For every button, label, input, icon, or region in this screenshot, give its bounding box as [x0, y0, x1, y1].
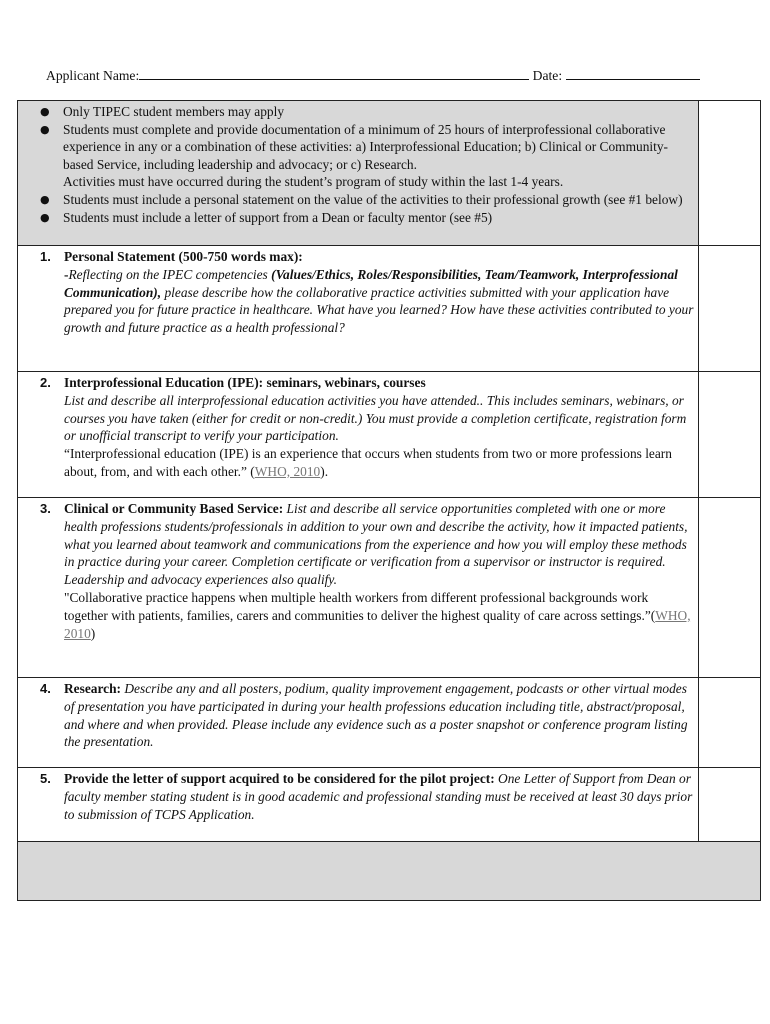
competencies-text: (Values/Ethics, Roles/Responsibilities, Team/Teamwork, Interprofessional Communication), — [64, 266, 678, 300]
requirements-list — [18, 101, 698, 227]
ipe-cell: 2. Interprofessional Education (IPE): seminars, webinars, courses List and describe all interprofessional education activities you have attended.. This includes seminars, webinars, or courses you have taken (either for credit or non-credit.) You must provide a completion certificate, registration form or unofficial transcript to verify your participation. “Interprofessional education (IPE) is an experience that occurs when students from two or more professions learn about, from, and with each other.” (WHO, 2010). — [18, 372, 699, 498]
clinical-service-cell: 3. Clinical or Community Based Service: List and describe all service opportunities completed with one or more health professions students/professionals in addition to your own and describe the activity, how it impacted patients, what you learned about teamwork and communications from the experience and how you will employ these methods in practice during your career. Completion certificate or verification from a supervisor or instructor is required. Leadership and advocacy experiences also qualify. "Collaborative practice happens when multiple health workers from different professional backgrounds work together with patients, families, carers and communities to deliver the highest quality of care across settings.”(WHO, 2010) — [18, 498, 699, 678]
section-description: Describe any and all posters, podium, quality improvement engagement, podcasts or other virtual modes of presentation you have participated in during your health professions education including title, abstract/proposal, and where and when provided. Please include any evidence such as a poster snapshot or conference program listing the presentation. — [64, 681, 688, 750]
section-description: One Letter of Support from Dean or faculty member stating student is in good academic and professional standing must be received at least 30 days prior to submission of TCPS Application. — [64, 771, 693, 822]
section-number: 2. — [40, 375, 51, 390]
applicant-name-label: Applicant Name: — [46, 68, 140, 83]
applicant-header — [46, 66, 700, 84]
section-row-4 — [18, 678, 761, 768]
section-row-5 — [18, 768, 761, 842]
section-text: please describe how the collaborative practice activities submitted with your application have prepared you for future practice in healthcare. What have you learned? How have these activities contributed to your growth and future practice as a health professional? — [64, 284, 694, 336]
section-title: Personal Statement (500-750 words max): — [64, 249, 303, 264]
requirements-row — [18, 101, 761, 246]
requirements-cell — [18, 101, 699, 246]
requirement-item: ● Students must include a personal statement on the value of the activities to their professional growth (see #1 below) — [40, 191, 694, 209]
applicant-name-field[interactable] — [139, 66, 529, 80]
section-number: 4. — [40, 681, 51, 696]
section-number: 1. — [40, 249, 51, 264]
section-number: 3. — [40, 501, 51, 516]
requirements-table — [17, 100, 761, 901]
section-description: List and describe all interprofessional education activities you have attended.. This includes seminars, webinars, or courses you have taken (either for credit or non-credit.) You must provide a completion certificate, registration form or unofficial transcript to verify your participation. — [64, 392, 687, 444]
footer-row — [18, 842, 761, 901]
section-title: Clinical or Community Based Service: — [64, 501, 284, 516]
research-cell — [18, 678, 699, 768]
footer-gray-cell — [18, 842, 761, 901]
section-number: 5. — [40, 771, 51, 786]
requirement-item: ● Only TIPEC student members may apply — [40, 103, 694, 121]
who-2010-link[interactable]: WHO, 2010 — [254, 463, 321, 479]
date-label: Date: — [532, 68, 563, 83]
section-row-2 — [18, 372, 761, 498]
side-cell — [699, 101, 761, 246]
date-field[interactable] — [566, 66, 700, 80]
section-text: Reflecting on the IPEC competencies — [68, 266, 272, 282]
personal-statement-cell: 1. Personal Statement (500-750 words max): -Reflecting on the IPEC competencies (Values/Ethics, Roles/Responsibilities, Team/Teamwork, Interprofessional Communication), please describe how the collaborative practice activities submitted with your application have prepared you for future practice in healthcare. What have you learned? How have these activities contributed to your growth and future practice as a health professional? — [18, 246, 699, 372]
section-description: List and describe all service opportunities completed with one or more health professions students/professionals in addition to your own and describe the activity, how it impacted patients, what you learned about teamwork and communications from the experience and how you will employ these methods in practice during your career. Completion certificate or verification from a supervisor or instructor is required. Leadership and advocacy experiences also qualify. — [64, 501, 688, 588]
requirement-item: ● Students must complete and provide documentation of a minimum of 25 hours of interprofessional collaborative experience in any or a combination of these activities: a) Interprofessional Education; b) Clinical or Community-based Service, including leadership and advocacy; or c) Research. Activities must have occurred during the student’s program of study within the last 1-4 years. — [40, 121, 694, 191]
section-row-3 — [18, 498, 761, 678]
side-cell — [699, 768, 761, 842]
side-cell — [699, 372, 761, 498]
section-row-1 — [18, 246, 761, 372]
section-title: Research: — [64, 681, 122, 696]
requirement-continuation: Activities must have occurred during the student’s program of study within the last 1-4 years. — [63, 174, 564, 190]
collaborative-quote: "Collaborative practice happens when multiple health workers from different professional backgrounds work together with patients, families, carers and communities to deliver the highest quality of care across settings.”( — [64, 589, 656, 623]
letter-of-support-cell — [18, 768, 699, 842]
side-cell — [699, 678, 761, 768]
side-cell — [699, 246, 761, 372]
requirement-item: ● Students must include a letter of support from a Dean or faculty mentor (see #5) — [40, 209, 694, 227]
section-title: Provide the letter of support acquired to be considered for the pilot project: — [64, 771, 495, 786]
who-2010-link[interactable]: WHO, 2010 — [64, 607, 691, 641]
section-title: Interprofessional Education (IPE): seminars, webinars, courses — [64, 375, 426, 390]
side-cell — [699, 498, 761, 678]
ipe-quote: “Interprofessional education (IPE) is an experience that occurs when students from two or more professions learn about, from, and with each other.” ( — [64, 446, 672, 479]
